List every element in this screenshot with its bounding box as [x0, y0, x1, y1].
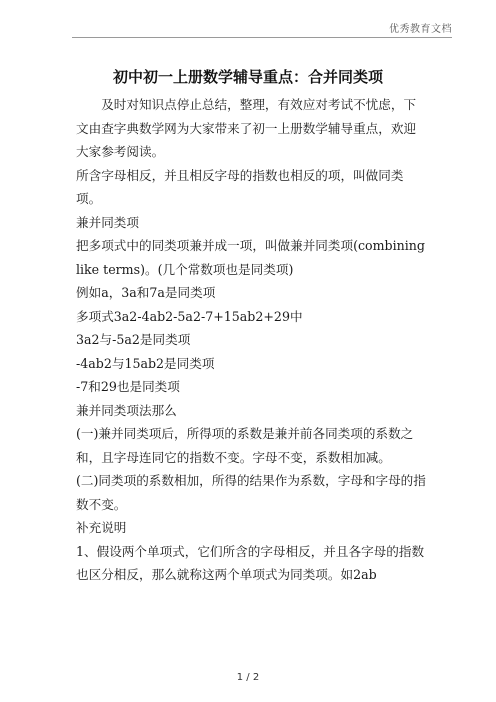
paragraph-like-terms-1: 3a2与-5a2是同类项 — [76, 332, 191, 347]
document-title: 初中初一上册数学辅导重点：合并同类项 — [112, 68, 383, 86]
paragraph-like-terms-2: -4ab2与15ab2是同类项 — [76, 355, 215, 371]
section-heading-rules: 兼并同类项法那么 — [76, 402, 177, 418]
page-indicator: 1 / 2 — [236, 672, 260, 683]
paragraph-like-terms-3: -7和29也是同类项 — [76, 379, 180, 394]
header-label: 优秀教育文档 — [389, 24, 452, 35]
document-body — [76, 93, 426, 587]
paragraph-definition: 所含字母相反，并且相反字母的指数也相反的项，叫做同类项。 — [76, 167, 404, 206]
section-heading-supplement: 补充说明 — [76, 520, 127, 535]
paragraph-rule-2: (二)同类项的系数相加，所得的结果作为系数，字母和字母的指数不变。 — [76, 473, 426, 512]
paragraph-polynomial: 多项式3a2-4ab2-5a2-7+15ab2+29中 — [76, 308, 303, 324]
paragraph-rule-1: (一)兼并同类项后，所得项的系数是兼并前各同类项的系数之和，且字母连同它的指数不变。字母不变，系数相加减。 — [76, 426, 414, 465]
paragraph-combine-definition: 把多项式中的同类项兼并成一项，叫做兼并同类项(combining like terms)。(几个常数项也是同类项) — [76, 238, 425, 277]
paragraph-intro: 及时对知识点停止总结，整理，有效应对考试不忧虑，下文由查字典数学网为大家带来了初一上册数学辅导重点，欢迎大家参考阅读。 — [76, 97, 417, 159]
paragraph-supplement-1: 1、假设两个单项式，它们所含的字母相反，并且各字母的指数也区分相反，那么就称这两个单项式为同类项。如2ab — [76, 543, 425, 582]
section-heading-combine: 兼并同类项 — [76, 214, 139, 230]
header-divider — [72, 37, 452, 38]
paragraph-example: 例如a，3a和7a是同类项 — [76, 285, 216, 300]
